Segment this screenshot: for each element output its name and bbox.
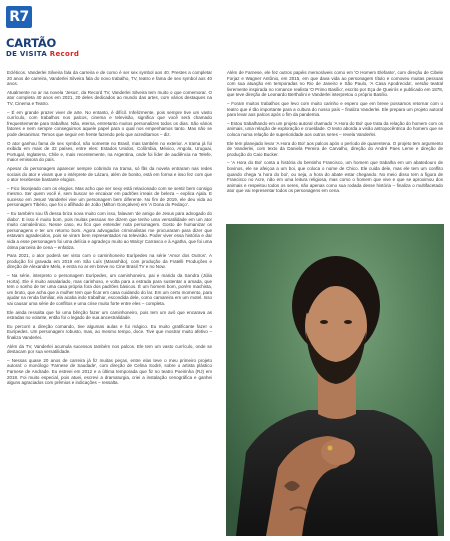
cartao-de-visita-logo bbox=[6, 38, 79, 58]
article-paragraph: Atualmente no ar na novela 'Jesus', da Record TV, Vanderlei Silveira tem muito o que comemorar. O ator completa 40 anos em 2021, 20 deles dedicados ao mundo das artes, com vários destaques na TV, Cinema e Teatro. bbox=[7, 89, 212, 106]
actor-portrait-photo bbox=[226, 224, 444, 536]
brand-subtitle bbox=[6, 51, 79, 58]
article-paragraph: Eu percorri a direção comando, tive algumas aulas e fui mágico. Eu muito gratificante fazer o Eurípedes. Um personagem robusto, mas, ao mesmo tempo, doce. Tive que mostrar muito afetivo – finaliza Vanderlei. bbox=[7, 323, 212, 340]
article-paragraph: Ele tem planejado levar 'A Hora do Boi' aos palcos após o período de quarentena. O projeto tem argumento de Vanderlei, com texto da Daniela Pereira de Carvalho, direção do André Paes Leme e direção de produção do Caio Bucker. bbox=[227, 140, 443, 157]
article-right-column bbox=[227, 70, 443, 220]
article-paragraph: Para 2021, o ator poderá ser visto com o caminhoneiro Eurípedes na série 'Amor dos Outros'. A produção foi gravada em 2019 em São Luís (Maranhão), com produção da Fratelli Produções e direção de Alexandre Melo, e entra no ar em breve no Cine Brasil TV e no Now. bbox=[7, 253, 212, 270]
article-paragraph: – É em grande prazer viver de arte. No entanto, é difícil. Infelizmente, pois sempre tive um vasto currículo, com trabalhos nos palcos, cinema e televisão, significa que você será chamado frequentemente para trabalhar. Não, eterna, entretanto muitos personalizes todos os dias. São vários fatores e nem sempre conseguimos aquele papel para o qual nos empenhamos tanto. Mas não se pode desanimar. Temos que seguir em frente fazendo pelo que acreditamos – diz. bbox=[7, 109, 212, 137]
article-paragraph: – Eu também sou fã dessa briza nova muito com isso, falavam 'de amigo de Jesus para advogado do diabo'. E isso é muito bom, pois muitas pessoas me dizem que tenho uma versatilidade em um ator muito camaleônico. Nesse caso, eu fico que entender nota personagem. Gosto de humanizar os personagens e ter um retorno bom. Agora advogados criminalistas me procuraram para dizer que estavam agradecidos, pois se viram bem representados na televisão. Poder viver essa história e dar vida a esse personagem foi uma delícia e agradeço muito ao Walcyr Carrasco e à Agatha, que foi uma ótima parceira de cena – enfatiza. bbox=[7, 211, 212, 250]
article-paragraph: Além de Farnese, ele fez outros papéis memoráveis como em 'O Homem Elefante', com direção de Cibele Forjaz e Wagner Antônio, em 2015, em que dava vida ao personagem título e comoveu muitas pessoas com sua atuação em temporadas no Rio de Janeiro e São Paulo, 'A Casa Apodrecida', versão teatral livremente inspirada no romance realista 'O Primo Basílio', escrito por Eça de Queirós e publicado em 1878, que teve direção de Leonardo Bertholini e Vanderlei interpretou o próprio Basílio. bbox=[227, 70, 443, 98]
brand-subtitle-prefix: DE VISITA bbox=[6, 49, 48, 58]
article-left-column bbox=[7, 70, 212, 536]
article-paragraph: O ator ganhou fama de sex symbol, não somente no Brasil, mas também no exterior. A trama já foi exibida em mais de 32 países, entre eles: Estados Unidos, Colômbia, México, Angola, Uruguai, Portugal, Inglaterra, Chile e, mais recentemente, na Argentina, onde foi líder de audiência na Telefe, maior emissora do país. bbox=[7, 140, 212, 163]
article-paragraph: – Estou trabalhando em um projeto autoral chamado 'A Hora do Boi' que trata da relação do homem com os animais, uma relação de exploração e crueldade. O texto aborda a visão antropocêntrica do homem que se coloca numa relação de superioridade aos outros seres – revela Vanderlei. bbox=[227, 120, 443, 137]
article-paragraph: – Nessas quase 20 anos de carreira já fiz muitas peças, entre elas teve o meu primeiro projeto autoral: o monólogo 'Farnese de Saudade', com direção de Celina Sodré, sobre o artista plástico Farnese de Andrade. Eu estreei em 2012 e a última temporada que fiz no teatro Poeirinha (RJ) em 2018. Foi muito especial, pois atuei, escrevi a dramaturgia, criei a instalação cenográfica e ganhei alguns agraciados com prêmios e indicações – ressalta. bbox=[7, 357, 212, 386]
article-paragraph: – Na série, interpreto o personagem Eurípedes, um caminhoneiro, pai e marido da Sandra (Júlia Horta). Ele é muito assalariado, mas carinhoso, e volta para a estrada para sustentar a amada, que tem o sonho de ter uma casa própria fora dos padrões básicos. É um homem bom, porém machista, um bruto, que acha que a mulher tem que ficar em casa cuidando do lar. Em um certo momento, para ajudar na renda familiar, ela acaba indo trabalhar, escondida dele, como camareira em um motel. Isso vai causar uma série de conflitos e uma crise muito forte entre eles – completa. bbox=[7, 273, 212, 306]
article-paragraph: Apesar do personagem aparecer sempre cobrindo na trama, só fãs da novela entraram nas redes sociais do ator e vivam que o intérprete de Lázaro, além de bonito, está em forma e isso fez com que o ator recebesse bastante elogios. bbox=[7, 165, 212, 183]
portrait-illustration bbox=[226, 224, 444, 536]
brand-title: CARTÃO bbox=[6, 36, 57, 50]
article-paragraph: – Fico lisonjeado com os elogios. Mas acho que ser sexy está relacionado com se sentir bem consigo mesmo. Ser quem você é, sem buscar se encaixar em padrões irreais de beleza – explica Ajala. E sucesso em Jesus! Vanderlei vive um personagem bem diferente. No fim de 2019, ele deu vida ao personagem Tibério, que foi o afilhado de João (Milton Gonçalves) em 'A Dona do Pedaço'. bbox=[7, 185, 212, 208]
article-paragraph: – 'A Hora do Boi' conta a história do bentinho Francisco, um homem que trabalha em um abatedouro de bovinos, ele se afeiçoa a um boi, que coloca o nome de Chico. Ele cuida dele, mas ele tem um conflito quando chega 'a hora do boi', ou seja, a hora do abate estar chegando. No meio disso tem a figura de Francisco no Acre, não em uma leitura religiosa, mas como o homem que vive e que se aproximou dos animais e respeitou todos os seres, não apenas como sua rodada desse história – finaliza o multifacetado ator que vai representar todos os personagens em cena. bbox=[227, 160, 443, 194]
brand-record-label: Record bbox=[49, 49, 80, 58]
article-paragraph: Ele ainda ressalta que foi uma bênção fazer um caminhoneiro, pois tem um avô que encarava as estradas no volante, então foi o legado de sua ancestralidade. bbox=[7, 309, 212, 321]
article-paragraph: Além da TV, Vanderlei acumula sucessos também nos palcos. Ele tem um vasto currículo, onde se destacam por sua versatilidade. bbox=[7, 343, 212, 355]
article-paragraph: Ecléticos. Vanderlei Silveira fala da carreira e de como é ser sex symbol aos 40. Prestes a completar 20 anos de carreira, Vanderlei Silveira fala do novo trabalho, TV, teatro e fama de sex symbol aos 40 anos. bbox=[7, 70, 212, 87]
article-paragraph: – Foram muitos trabalhos que levo com muito carinho e espero que em breve possamos retornar com o teatro que é tão importante para a cultura do nosso país – finaliza Vanderlei. Ele prepara um projeto autoral para levar aos palcos após o fim da pandemia. bbox=[227, 100, 443, 118]
r7-logo[interactable]: R7 bbox=[6, 6, 32, 28]
